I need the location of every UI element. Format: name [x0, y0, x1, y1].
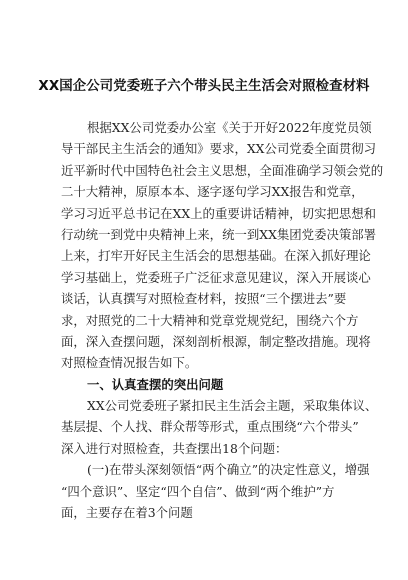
paragraph-line: 根据XX公司党委办公室《关于开好2022年度党员领: [87, 120, 372, 135]
document-title: XX国企公司党委班子六个带头民主生活会对照检查材料: [38, 79, 370, 94]
document-body: [61, 117, 384, 523]
section-heading: 一、认真查摆的突出问题: [87, 376, 224, 392]
paragraph-line: XX公司党委班子紧扣民主生活会主题，采取集体议、: [87, 398, 378, 414]
paragraph-line: 对照检查情况报告如下。: [61, 355, 198, 371]
paragraph-line: 近平新时代中国特色社会主义思想，全面准确学习领会党的: [61, 162, 384, 178]
paragraph-line: 基层提、个人找、群众帮等形式，重点围绕“六个带头”: [61, 419, 359, 435]
paragraph-line: 求，对照党的二十大精神和党章党规党纪，围绕六个方: [61, 312, 359, 328]
subsection-line: (一)在带头深刻领悟“两个确立”的决定性意义，增强: [87, 462, 370, 478]
paragraph-line: 行动统一到党中央精神上来，统一到XX集团党委决策部署: [61, 226, 377, 242]
paragraph-line: 谈话，认真撰写对照检查材料，按照“三个摆进去”要: [61, 291, 347, 307]
paragraph-line: 导干部民主生活会的通知》要求，XX公司党委全面贯彻习: [61, 141, 377, 157]
subsection-line: 面，主要存在着3个问题: [61, 505, 193, 521]
paragraph-line: 学习基础上，党委班子广泛征求意见建议，深入开展谈心: [61, 269, 371, 285]
subsection-line: “四个意识”、坚定“四个自信”、做到“两个维护”方: [61, 483, 335, 499]
paragraph-line: 面，深入查摆问题，深刻剖析根源，制定整改措施。现将: [61, 333, 371, 349]
paragraph-line: 二十大精神，原原本本、逐字逐句学习XX报告和党章，: [61, 184, 364, 200]
paragraph-line: 学习习近平总书记在XX上的重要讲话精神，切实把思想和: [61, 205, 377, 221]
paragraph-line: 深入进行对照检查，共查摆出18个问题：: [61, 440, 288, 456]
paragraph-line: 上来，打牢开好民主生活会的思想基础。在深入抓好理论: [61, 248, 371, 264]
